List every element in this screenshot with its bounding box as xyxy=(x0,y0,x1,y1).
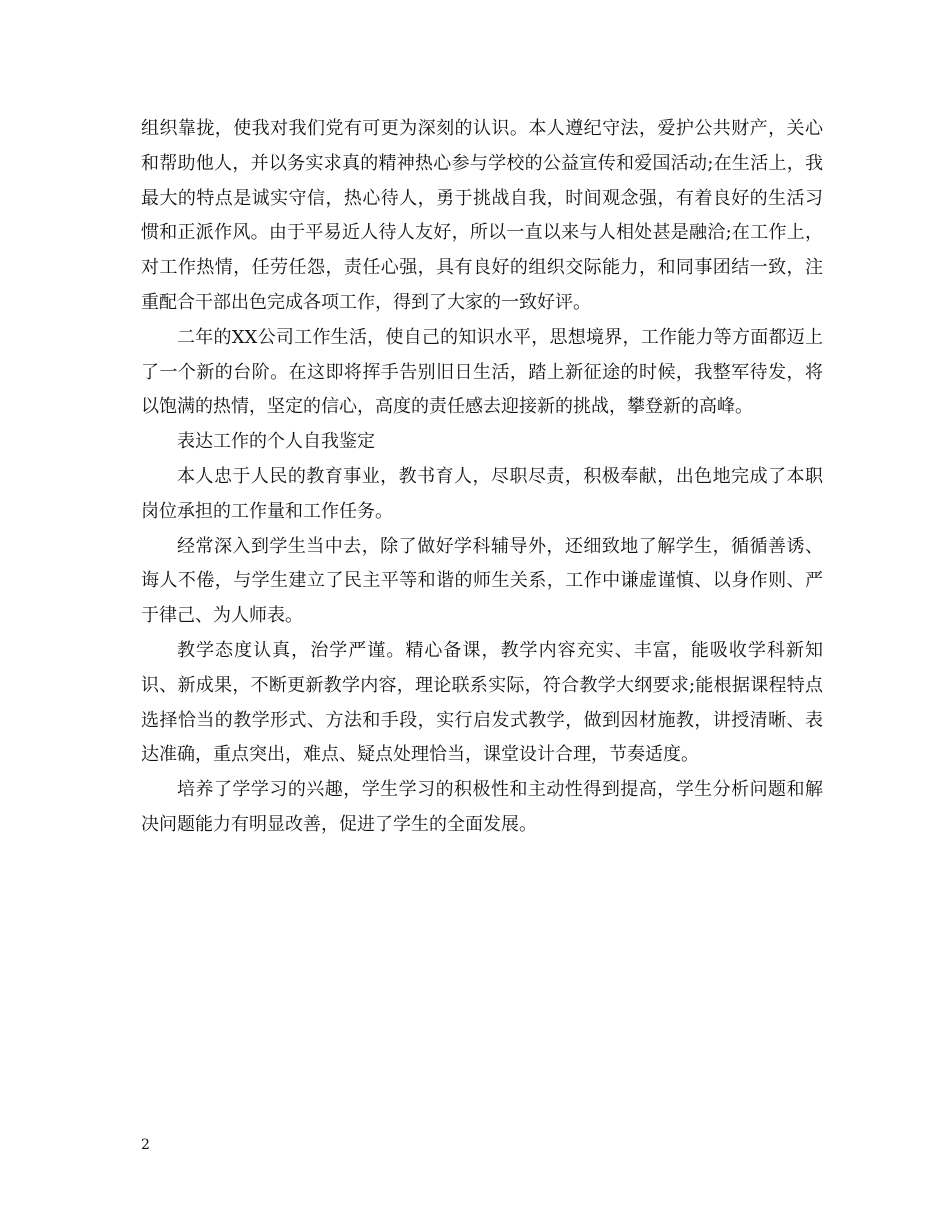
document-body xyxy=(141,112,823,843)
paragraph: 本人忠于人民的教育事业，教书育人，尽职尽责，积极奉献，出色地完成了本职岗位承担的工作量和工作任务。 xyxy=(141,465,823,522)
section-heading: 表达工作的个人自我鉴定 xyxy=(177,431,375,453)
page-number: 2 xyxy=(141,1137,150,1153)
paragraph: 培养了学学习的兴趣，学生学习的积极性和主动性得到提高，学生分析问题和解决问题能力有明显改善，促进了学生的全面发展。 xyxy=(141,779,823,835)
paragraph: 二年的XX公司工作生活，使自己的知识水平，思想境界，工作能力等方面都迈上了一个新的台阶。在这即将挥手告别旧日生活，踏上新征途的时候，我整军待发，将以饱满的热情，坚定的信心，高度的责任感去迎接新的挑战，攀登新的高峰。 xyxy=(141,326,823,418)
paragraph: 教学态度认真，治学严谨。精心备课，教学内容充实、丰富，能吸收学科新知识、新成果，不断更新教学内容，理论联系实际，符合教学大纲要求;能根据课程特点选择恰当的教学形式、方法和手段，实行启发式教学，做到因材施教，讲授清晰、表达准确，重点突出，难点、疑点处理恰当，课堂设计合理，节奏适度。 xyxy=(141,639,823,766)
paragraph: 经常深入到学生当中去，除了做好学科辅导外，还细致地了解学生，循循善诱、诲人不倦，与学生建立了民主平等和谐的师生关系，工作中谦虚谨慎、以身作则、严于律己、为人师表。 xyxy=(141,535,823,627)
paragraph-continued: 组织靠拢，使我对我们党有可更为深刻的认识。本人遵纪守法，爱护公共财产，关心和帮助他人，并以务实求真的精神热心参与学校的公益宣传和爱国活动;在生活上，我最大的特点是诚实守信，热心待人，勇于挑战自我，时间观念强，有着良好的生活习惯和正派作风。由于平易近人待人友好，所以一直以来与人相处甚是融洽;在工作上，对工作热情，任劳任怨，责任心强，具有良好的组织交际能力，和同事团结一致，注重配合干部出色完成各项工作，得到了大家的一致好评。 xyxy=(141,118,823,313)
